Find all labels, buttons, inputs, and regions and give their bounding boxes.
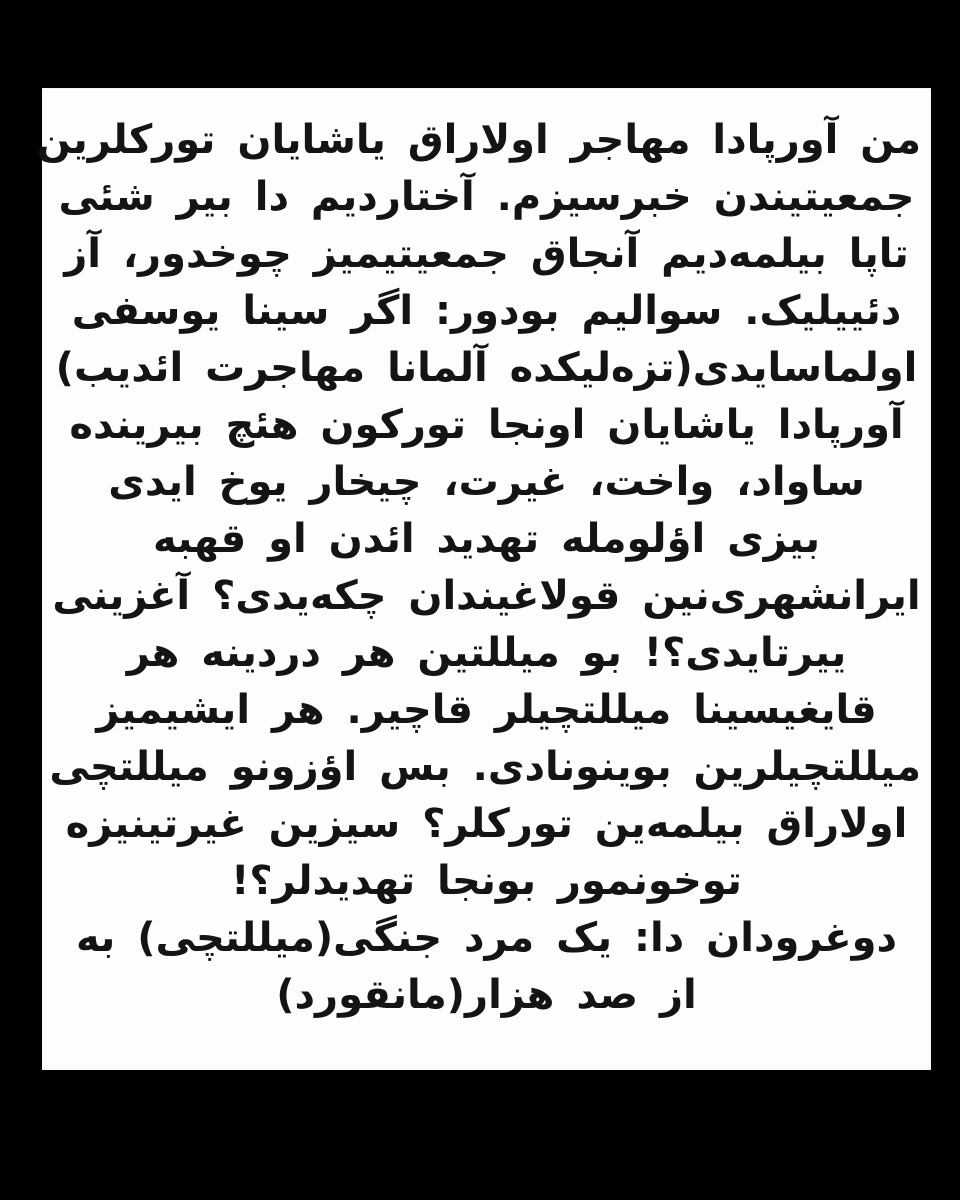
- text-line: اولماسایدی(تزه‌لیکده آلمانا مهاجرت ائدیب): [55, 345, 918, 391]
- text-line: اولاراق بیلمه‌ین تورکلر؟ سیزین غیرتینیزه: [65, 801, 908, 847]
- post-text: [36, 88, 931, 1024]
- text-line: از صد هزار(مانقورد): [276, 972, 697, 1018]
- text-line: بیزی اؤلومله تهدید ائدن او قهبه: [153, 516, 820, 562]
- text-line: من آورپادا مهاجر اولاراق یاشایان تورکلرین: [36, 117, 921, 163]
- text-line: میللتچیلرین بوینونادی. بس اؤزونو میللتچی: [49, 744, 921, 790]
- text-sheet: [36, 88, 931, 1070]
- text-line: ساواد، واخت، غیرت، چیخار یوخ ایدی: [108, 459, 865, 505]
- text-line: جمعیتیندن خبرسیزم. آختاردیم دا بیر شئی: [58, 174, 915, 220]
- text-line: آورپادا یاشایان اونجا تورکون هئچ بیرینده: [69, 402, 904, 448]
- text-line: ییرتایدی؟! بو میللتین هر دردینه هر: [126, 630, 847, 676]
- text-line: تاپا بیلمه‌دیم آنجاق جمعیتیمیز چوخدور، آز: [64, 231, 909, 277]
- text-line: دوغرودان دا: یک مرد جنگی(میللتچی) به: [76, 915, 897, 961]
- text-line: توخونمور بونجا تهدیدلر؟!: [231, 858, 742, 904]
- text-line: ایرانشهری‌نین قولاغیندان چکه‌یدی؟ آغزینی: [52, 573, 921, 619]
- text-line: دئییلیک. سوالیم بودور: اگر سینا یوسفی: [71, 288, 902, 334]
- text-line: قایغیسینا میللتچیلر قاچیر. هر ایشیمیز: [96, 687, 877, 733]
